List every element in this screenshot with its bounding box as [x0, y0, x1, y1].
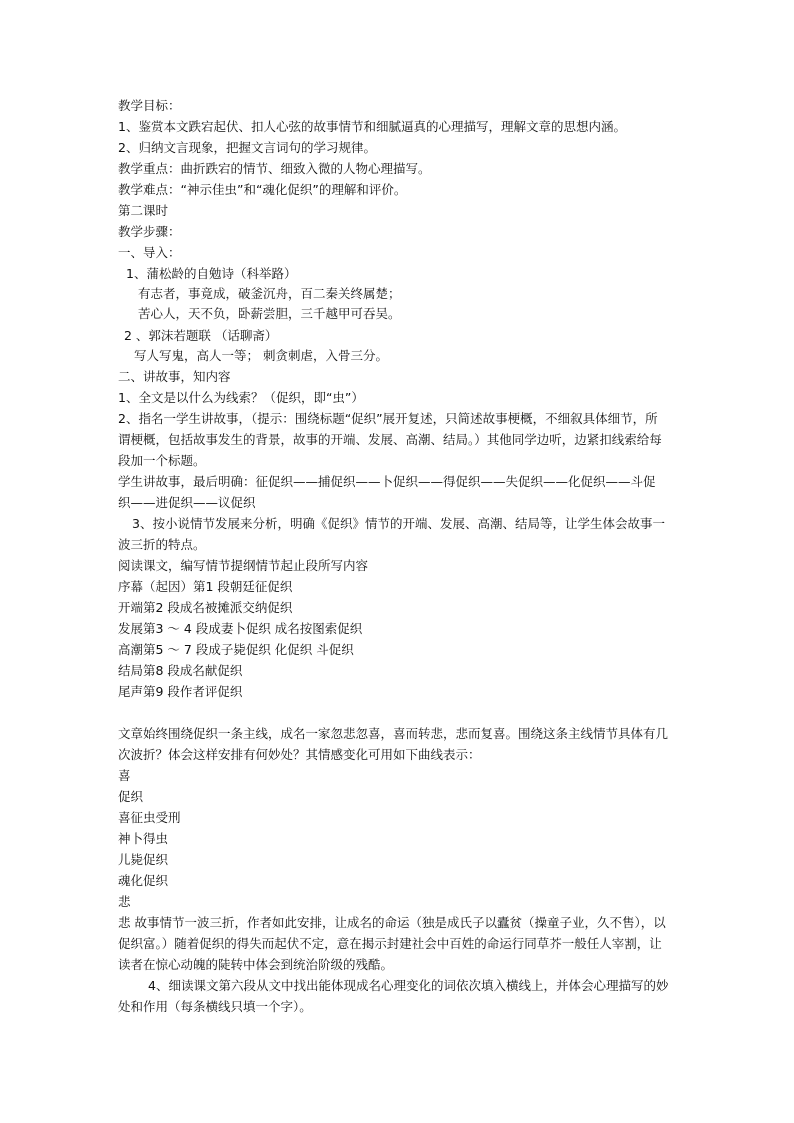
outline-ending: 结局第8 段成名献促织 [118, 663, 243, 678]
poem-line-1: 有志者，事竟成，破釜沉舟，百二秦关终属楚； [138, 286, 401, 301]
goal-line-1: 1、鉴赏本文跌宕起伏、扣人心弦的故事情节和细腻逼真的心理描写，理解文章的思想内涵。 [118, 119, 626, 134]
analysis-line-1: 文章始终围绕促织一条主线，成名一家忽悲忽喜，喜而转悲，悲而复喜。围绕这条主线情节具体有几 [118, 726, 669, 741]
story-q3-line-2: 波三折的特点。 [118, 537, 206, 552]
outline-development: 发展第3 ～ 4 段成妻卜促织 成名按图索促织 [118, 621, 363, 636]
summary-line-2: 促织富。）随着促织的得失而起伏不定，意在揭示封建社会中百姓的命运行同草芥一般任人宰割，让 [118, 936, 662, 951]
poem-line-2: 苦心人，天不负，卧薪尝胆，三千越甲可吞吴。 [138, 306, 401, 321]
intro-item-1: 1、蒲松龄的自勉诗（科举路） [126, 266, 297, 281]
story-q2-line-2: 谓梗概，包括故事发生的背景，故事的开端、发展、高潮、结局。）其他同学边听，边紧扣线索给每 [118, 432, 662, 447]
outline-prelude: 序幕（起因）第1 段朝廷征促织 [118, 579, 293, 594]
story-clarify-line-1: 学生讲故事，最后明确：征促织——捕促织——卜促织——得促织——失促织——化促织——斗促 [118, 474, 656, 489]
difficulties-line: 教学难点：“神示佳虫”和“魂化促织”的理解和评价。 [118, 182, 407, 197]
goal-line-2: 2、归纳文言现象，把握文言词句的学习规律。 [118, 140, 376, 155]
couplet-line: 写人写鬼，高人一等； 刺贪刺虐，入骨三分。 [134, 348, 388, 363]
key-points-line: 教学重点：曲折跌宕的情节、细致入微的人物心理描写。 [118, 161, 431, 176]
task-4-line-1: 4、细读课文第六段从文中找出能体现成名心理变化的词依次填入横线上，并体会心理描写的妙 [148, 978, 669, 993]
intro-item-2: 2 、郭沫若题联 （话聊斋） [124, 328, 278, 343]
outline-climax: 高潮第5 ～ 7 段成子毙促织 化促织 斗促织 [118, 642, 354, 657]
outline-epilogue: 尾声第9 段作者评促织 [118, 684, 243, 699]
task-4-line-2: 处和作用（每条横线只填一个字）。 [118, 999, 312, 1014]
lesson-label: 第二课时 [118, 203, 169, 218]
story-q3-line-1: 3、按小说情节发展来分析，明确《促织》情节的开端、发展、高潮、结局等，让学生体会故事一 [132, 516, 665, 531]
heading-steps: 教学步骤： [118, 224, 181, 239]
story-q1: 1、全文是以什么为线索？（促织，即“虫”） [118, 390, 364, 405]
curve-item-3: 神卜得虫 [118, 831, 169, 846]
curve-item-4: 儿毙促织 [118, 852, 169, 867]
outline-beginning: 开端第2 段成名被摊派交纳促织 [118, 600, 293, 615]
curve-item-5: 魂化促织 [118, 873, 169, 888]
story-q2-line-3: 段加一个标题。 [118, 453, 206, 468]
curve-joy: 喜 [118, 768, 131, 783]
summary-line-3: 读者在惊心动魄的陡转中体会到统治阶级的残酷。 [118, 957, 394, 972]
heading-teaching-goals: 教学目标： [118, 98, 181, 113]
outline-intro: 阅读课文，编写情节提纲情节起止段所写内容 [118, 558, 369, 573]
section-intro: 一、导入： [118, 245, 181, 260]
story-clarify-line-2: 织——进促织——议促织 [118, 495, 256, 510]
curve-item-1: 促织 [118, 789, 144, 804]
analysis-line-2: 次波折？体会这样安排有何妙处？其情感变化可用如下曲线表示： [118, 747, 481, 762]
curve-sorrow: 悲 [118, 894, 131, 909]
curve-item-2: 喜征虫受刑 [118, 810, 181, 825]
summary-line-1: 悲 故事情节一波三折，作者如此安排，让成名的命运（独是成氏子以蠹贫（操童子业，久不售），以 [118, 915, 666, 930]
section-story: 二、讲故事，知内容 [118, 369, 231, 384]
story-q2-line-1: 2、指名一学生讲故事，（提示：围绕标题“促织”展开复述，只简述故事梗概，不细叙具体细节，所 [118, 411, 658, 426]
